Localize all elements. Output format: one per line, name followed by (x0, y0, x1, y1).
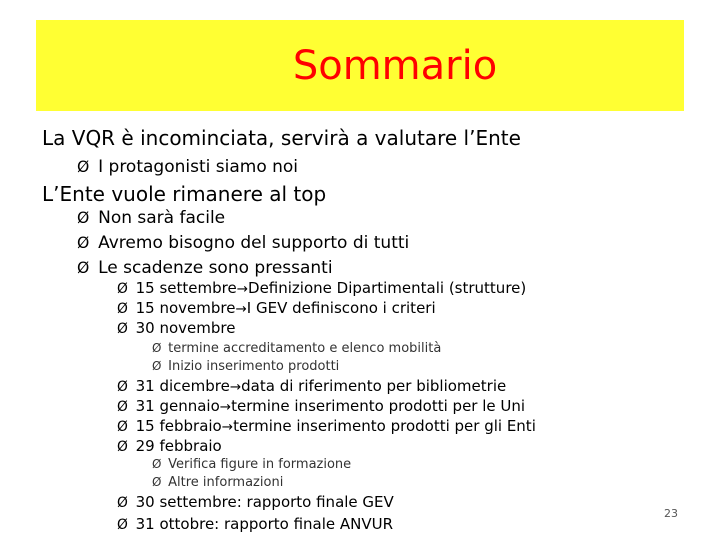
list-item-text: termine accreditamento e elenco mobilità (168, 341, 442, 356)
list-item (117, 279, 526, 297)
list-item (77, 157, 298, 177)
list-item (117, 515, 393, 533)
bullet-arrow-icon: Ø (152, 359, 162, 373)
bullet-arrow-icon: Ø (117, 281, 128, 297)
slide-title: Sommario (292, 42, 498, 89)
bullet-arrow-icon: Ø (77, 157, 90, 176)
deadline-text: Definizione Dipartimentali (strutture) (248, 279, 527, 297)
list-item (77, 258, 333, 278)
bullet-arrow-icon: Ø (152, 475, 162, 489)
right-arrow-icon: → (221, 419, 234, 435)
right-arrow-icon: → (235, 301, 247, 317)
list-item (117, 377, 506, 395)
bullet-arrow-icon: Ø (117, 301, 128, 317)
title-banner (36, 20, 684, 111)
deadline-date: 29 febbraio (135, 437, 222, 455)
list-item (77, 233, 409, 253)
list-item (42, 126, 521, 150)
list-item (117, 319, 235, 337)
list-item-text: I protagonisti siamo noi (98, 157, 299, 177)
right-arrow-icon: → (236, 281, 249, 297)
list-item-text: Non sarà facile (98, 208, 226, 228)
deadline-date: 31 dicembre (135, 377, 230, 395)
list-item-text: La VQR è incominciata, servirà a valutare l’Ente (42, 126, 521, 150)
list-item-text: Avremo bisogno del supporto di tutti (98, 233, 410, 253)
list-item (152, 359, 339, 374)
bullet-arrow-icon: Ø (77, 233, 90, 252)
list-item-text: Altre informazioni (168, 475, 284, 490)
list-item (152, 475, 283, 490)
right-arrow-icon: → (229, 379, 242, 395)
deadline-date: 15 novembre (135, 299, 236, 317)
deadline-text: data di riferimento per bibliometrie (241, 377, 507, 395)
list-item (152, 341, 441, 356)
list-item (117, 417, 536, 435)
deadline-text: termine inserimento prodotti per le Uni (231, 397, 526, 415)
slide-number: 23 (664, 507, 678, 520)
list-item-text: Inizio inserimento prodotti (168, 359, 340, 374)
deadline-text: termine inserimento prodotti per gli Enti (233, 417, 536, 435)
list-item (117, 493, 394, 511)
bullet-arrow-icon: Ø (117, 399, 128, 415)
list-item (117, 397, 525, 415)
deadline-text: I GEV definiscono i criteri (246, 299, 436, 317)
bullet-arrow-icon: Ø (117, 321, 128, 337)
bullet-arrow-icon: Ø (117, 419, 128, 435)
list-item-text: 30 settembre: rapporto finale GEV (135, 493, 394, 511)
deadline-date: 15 febbraio (135, 417, 222, 435)
list-item (42, 182, 326, 206)
deadline-date: 31 gennaio (135, 397, 220, 415)
bullet-arrow-icon: Ø (117, 379, 128, 395)
bullet-arrow-icon: Ø (117, 517, 128, 533)
bullet-arrow-icon: Ø (77, 208, 90, 227)
bullet-arrow-icon: Ø (152, 341, 162, 355)
deadline-date: 30 novembre (135, 319, 236, 337)
bullet-arrow-icon: Ø (152, 457, 162, 471)
list-item-text: Le scadenze sono pressanti (98, 258, 333, 278)
list-item-text: 31 ottobre: rapporto finale ANVUR (135, 515, 394, 533)
list-item (152, 457, 351, 472)
right-arrow-icon: → (219, 399, 232, 415)
list-item-text: L’Ente vuole rimanere al top (42, 182, 327, 206)
list-item (77, 208, 225, 228)
list-item (117, 299, 436, 317)
list-item-text: Verifica figure in formazione (168, 457, 352, 472)
bullet-arrow-icon: Ø (117, 495, 128, 511)
deadline-date: 15 settembre (135, 279, 237, 297)
bullet-arrow-icon: Ø (117, 439, 128, 455)
bullet-arrow-icon: Ø (77, 258, 90, 277)
list-item (117, 437, 222, 455)
